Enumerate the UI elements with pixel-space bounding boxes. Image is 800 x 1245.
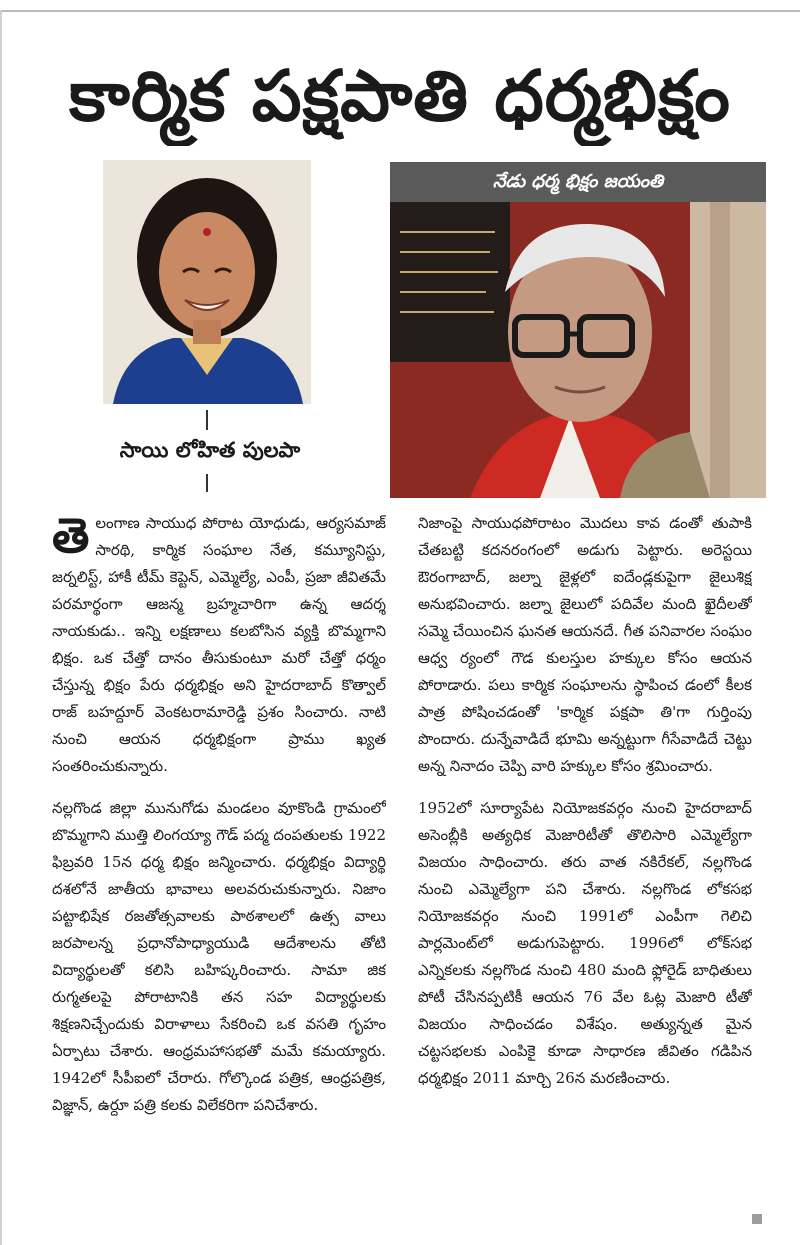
byline-tick-bottom — [206, 474, 208, 492]
article-paragraph: నిజాంపై సాయుధపోరాటం మొదలు కావ డంతో తుపాకి చేతబట్టి కదనరంగంలో అడుగు పెట్టారు. అరెస్టయి ఔరంగాబాద్, జల్నా జైళ్లలో ఐదేండ్లకుపైగా జైలుశిక్ష అనుభవించారు. జల్నా జైలులో పదివేల మంది ఖైదీలతో సమ్మె చేయించిన ఘనత ఆయనదే. గీత పనివారల సంఘం ఆధ్వ ర్యంలో గౌడ కులస్తుల హక్కుల కోసం ఆయన పోరాడారు. పలు కార్మిక సంఘాలను స్థాపించ డంలో కీలక పాత్ర పోషించడంతో 'కార్మిక పక్షపా తి'గా గుర్తింపు పొందారు. దున్నేవాడిదే భూమి అన్నట్టుగా గీసేవాడిదే చెట్టు అన్న నినాదం చెప్పి వారి హక్కుల కోసం శ్రమించారు. — [418, 514, 752, 775]
author-portrait-illustration — [103, 160, 311, 404]
subject-photo-frame — [390, 162, 766, 498]
article-paragraph — [52, 510, 386, 780]
article-paragraph: నల్లగొండ జిల్లా మునుగోడు మండలం వూకొండి గ్రామంలో బొమ్మగాని ముత్తి లింగయ్యా గౌడ్ పద్మ దంపతులకు 1922 ఫిబ్రవరి 15న ధర్మ భిక్షం జన్మించారు. ధర్మభిక్షం విద్యార్థి దశలోనే జాతీయ భావాలు అలవరుచుకున్నారు. నిజాం పట్టాభిషేక రజతోత్సవాలకు పాఠశాలలో ఉత్స వాలు జరపాలన్న ప్రధానోపాధ్యాయుడి ఆదేశాలను తోటి విద్యార్థులతో కలిసి బహిష్కరించారు. సామా జిక రుగ్మతలపై పోరాటానికి తన సహ విద్యార్థులకు శిక్షణనిచ్చేందుకు విరాళాలు సేకరించి ఒక వసతి గృహం ఏర్పాటు చేశారు. ఆంధ్రమహాసభతో మమే కమయ్యారు. 1942లో సీపీఐలో చేరారు. గోల్కొండ పత్రిక, ఆంధ్రపత్రిక, విజ్ఞాన్, ఉర్దూ పత్రి కలకు విలేకరిగా పనిచేశారు. — [52, 799, 386, 1114]
left-column-rule — [0, 10, 2, 1245]
article-column-right — [418, 510, 752, 1230]
subject-portrait-illustration — [390, 202, 766, 498]
top-rule — [0, 10, 800, 12]
article-end-mark — [752, 1214, 762, 1224]
author-byline: సాయి లోహిత పులపా — [119, 438, 301, 462]
author-photo — [103, 160, 311, 404]
article-paragraph: 1952లో సూర్యాపేట నియోజకవర్గం నుంచి హైదరాబాద్ అసెంబ్లీకి అత్యధిక మెజారిటీతో తొలిసారి ఎమ్మెల్యేగా విజయం సాధించారు. తరు వాత నకిరేకల్, నల్లగొండ నుంచి ఎమ్మెల్యేగా పని చేశారు. నల్లగొండ లోకసభ నియోజకవర్గం నుంచి 1991లో ఎంపీగా గెలిచి పార్లమెంట్‌లో అడుగుపెట్టారు. 1996లో లోక్‌సభ ఎన్నికలకు నల్లగొండ నుంచి 480 మంది ఫ్లోరైడ్ బాధితులు పోటీ చేసినప్పటికీ ఆయన 76 వేల ఓట్ల మెజారి టీతో విజయం సాధించడం విశేషం. అత్యున్నత మైన చట్టసభలకు ఎంపికైె కూడా సాధారణ జీవితం గడిపిన ధర్మభిక్షం 2011 మార్చి 26న మరణించారు. — [418, 799, 752, 1087]
article-column-left — [52, 510, 386, 1230]
byline-tick-top — [206, 410, 208, 430]
drop-cap: తె — [52, 510, 90, 564]
photo-caption: నేడు ధర్మ భిక్షం జయంతి — [390, 162, 766, 202]
headline: కార్మిక పక్షపాతి ధర్మభిక్షం — [69, 55, 731, 137]
article-body — [52, 510, 752, 1230]
paragraph-text: లంగాణ సాయుధ పోరాట యోధుడు, ఆర్యసమాజ్ సారథి, కార్మిక సంఘాల నేత, కమ్యూనిస్టు, జర్నలిస్ట్, హాకీ టీమ్ కెప్టెన్, ఎమ్మెల్యే, ఎంపీ, ప్రజా జీవితమే పరమార్థంగా ఆజన్మ బ్రహ్మచారిగా ఉన్న ఆదర్శ నాయకుడు.. ఇన్ని లక్షణాలు కలబోసిన వ్యక్తి బొమ్మగాని భిక్షం. ఒక చేత్తో దానం తీసుకుంటూ మరో చేత్తో ధర్మం చేస్తున్న భిక్షం పేరు ధర్మభిక్షం అని హైదరాబాద్ కొత్వాల్ రాజ్ బహద్దూర్ వెంకటరామారెడ్డి ప్రశం సించారు. నాటి నుంచి ఆయన ధర్మభిక్షంగా ప్రాము ఖ్యత సంతరించుకున్నారు. — [52, 514, 386, 775]
